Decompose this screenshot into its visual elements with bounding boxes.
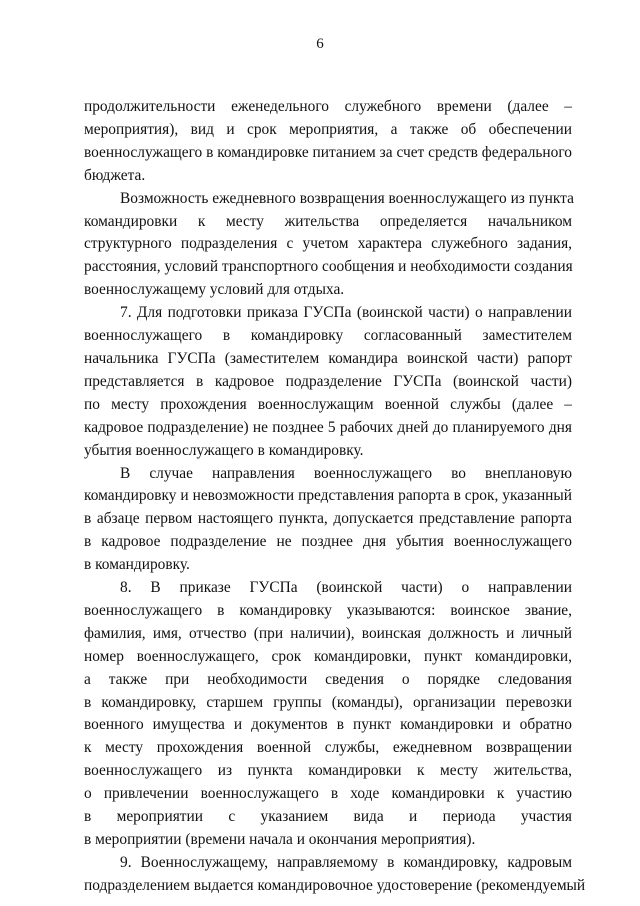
text-line: структурного подразделения с учетом характера служебного задания,	[84, 235, 572, 253]
text-line: военнослужащего в командировке питанием за счет средств федерального	[84, 143, 572, 161]
paragraph	[84, 463, 572, 578]
text-line: в мероприятии (времени начала и окончания мероприятия).	[84, 831, 476, 848]
text-line: командировку и невозможности представления рапорта в срок, указанный	[84, 487, 572, 505]
document-body	[84, 96, 586, 898]
text-line: военнослужащего в командировку указываются: воинское звание,	[84, 601, 572, 619]
paragraph	[84, 188, 572, 303]
paragraph	[84, 96, 572, 188]
text-line: в абзаце первом настоящего пункта, допускается представление рапорта	[84, 510, 572, 528]
text-line: в кадровое подразделение не позднее дня убытия военнослужащего	[84, 533, 572, 551]
paragraph	[84, 852, 586, 898]
paragraph	[84, 577, 572, 852]
text-line: к месту прохождения военной службы, ежедневном возвращении	[84, 739, 572, 757]
text-line: подразделением выдается командировочное удостоверение (рекомендуемый	[84, 876, 586, 894]
text-line: бюджета.	[84, 166, 146, 184]
text-line: фамилия, имя, отчество (при наличии), воинская должность и личный	[84, 624, 572, 642]
page-number: 6	[316, 36, 324, 52]
text-line: представляется в кадровое подразделение ГУСПа (воинской части)	[84, 372, 572, 390]
text-line: в командировку, старшем группы (команды), организации перевозки	[84, 693, 572, 711]
text-line: 8. В приказе ГУСПа (воинской части) о направлении	[120, 579, 572, 597]
text-line: военнослужащему условий для отдыха.	[84, 281, 345, 299]
text-line: а также при необходимости сведения о порядке следования	[84, 670, 572, 688]
text-line: продолжительности еженедельного служебного времени (далее –	[84, 98, 572, 115]
text-line: по месту прохождения военнослужащим военной службы (далее –	[84, 395, 572, 413]
text-line: В случае направления военнослужащего во внеплановую	[120, 464, 572, 482]
paragraph	[84, 302, 572, 462]
text-line: Возможность ежедневного возвращения военнослужащего из пункта	[120, 189, 574, 207]
text-line: расстояния, условий транспортного сообщения и необходимости создания	[84, 258, 573, 276]
text-line: в командировку.	[84, 556, 190, 574]
text-line: военнослужащего в командировку согласованный заместителем	[84, 327, 572, 345]
text-line: о привлечении военнослужащего в ходе командировки к участию	[84, 785, 572, 803]
text-line: начальника ГУСПа (заместителем командира воинской части) рапорт	[84, 349, 572, 367]
text-line: 7. Для подготовки приказа ГУСПа (воинской части) о направлении	[120, 304, 572, 322]
text-line: военного имущества и документов в пункт командировки и обратно	[84, 716, 572, 734]
text-line: убытия военнослужащего в командировку.	[84, 441, 364, 459]
text-line: кадровое подразделение) не позднее 5 рабочих дней до планируемого дня	[84, 418, 572, 436]
text-line: мероприятия), вид и срок мероприятия, а также об обеспечении	[84, 120, 572, 138]
text-line: командировки к месту жительства определяется начальником	[84, 212, 572, 230]
text-line: номер военнослужащего, срок командировки, пункт командировки,	[84, 647, 572, 665]
text-line: в мероприятии с указанием вида и периода участия	[84, 808, 572, 826]
text-line: военнослужащего из пункта командировки к месту жительства,	[84, 762, 572, 780]
text-line: 9. Военнослужащему, направляемому в командировку, кадровым	[120, 853, 572, 871]
